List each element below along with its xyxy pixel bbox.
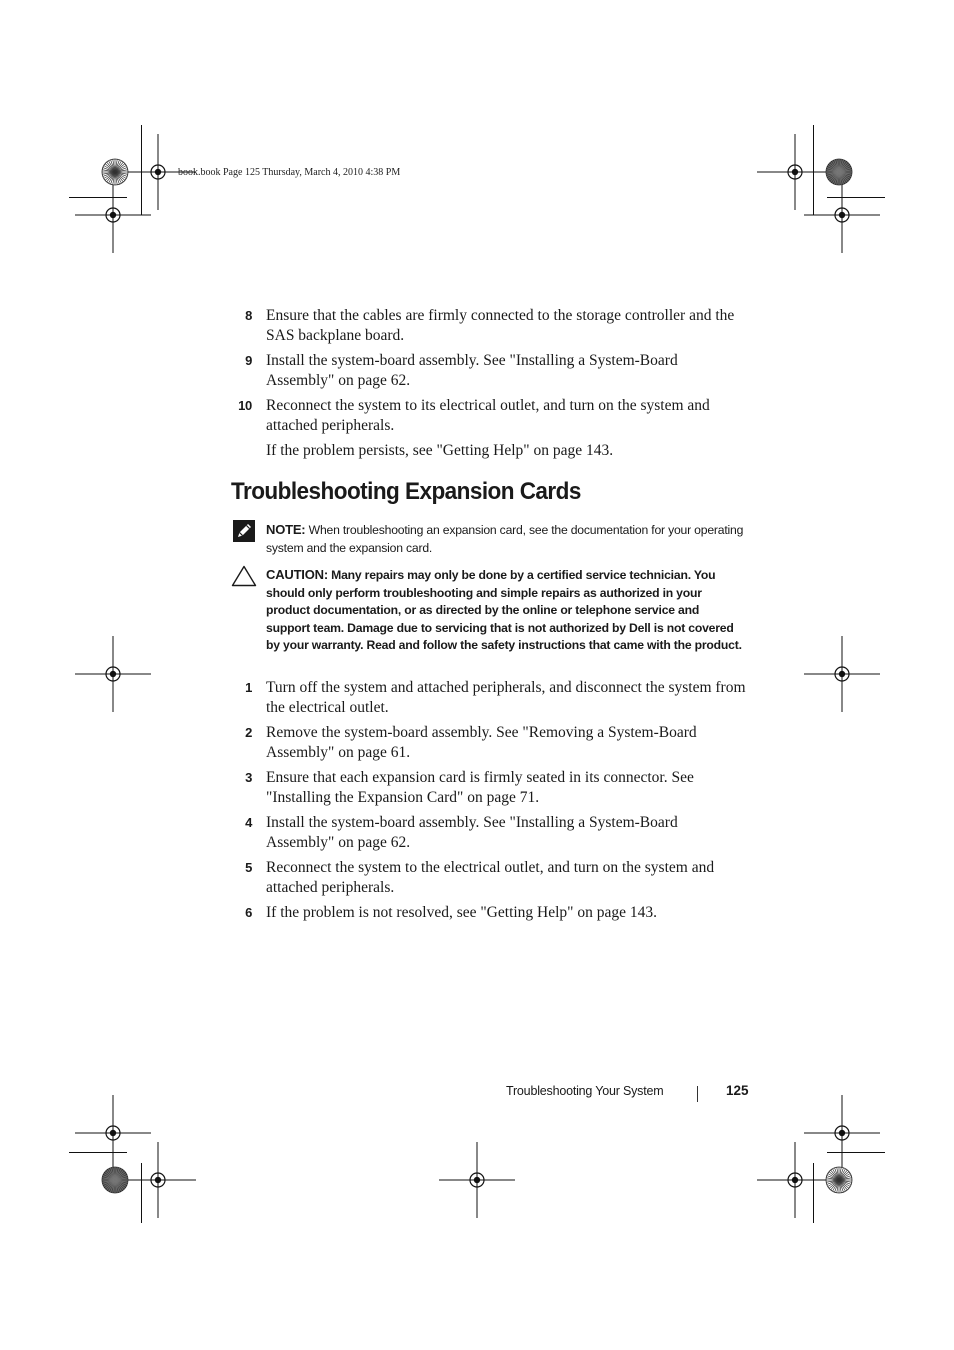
step-text: If the problem is not resolved, see "Getting Help" on page 143. <box>266 904 658 921</box>
step-number: 4 <box>245 815 252 830</box>
starburst-icon <box>101 158 129 186</box>
step-text: Reconnect the system to the electrical outlet, and turn on the system and attached peripherals. <box>266 859 715 896</box>
section-title: Troubleshooting Expansion Cards <box>231 478 581 505</box>
step-text: Install the system-board assembly. See "Installing a System-Board Assembly" on page 62. <box>266 352 678 389</box>
step-number: 8 <box>245 308 252 323</box>
step-text: Install the system-board assembly. See "Installing a System-Board Assembly" on page 62. <box>266 814 678 851</box>
starburst-icon <box>101 1166 129 1194</box>
starburst-icon <box>825 158 853 186</box>
crosshair-icon <box>75 177 151 253</box>
caution-text: Many repairs may only be done by a certified service technician. You should only perform troubleshooting and simple repairs as authorized in your product documentation, or as directed by the online or telephone service and support team. Damage due to servicing that is not authorized by Dell is not covered by your warranty. Read and follow the safety instructions that came with the product. <box>266 568 742 653</box>
step-number: 9 <box>245 353 252 368</box>
footer-divider <box>697 1086 698 1102</box>
note-text: When troubleshooting an expansion card, see the documentation for your operating system and the expansion card. <box>266 523 744 555</box>
step-text: Ensure that the cables are firmly connected to the storage controller and the SAS backplane board. <box>266 307 735 344</box>
persist-note: If the problem persists, see "Getting Help" on page 143. <box>266 442 614 459</box>
starburst-icon <box>825 1166 853 1194</box>
printer-info: book.book Page 125 Thursday, March 4, 2010 4:38 PM <box>178 167 401 178</box>
crosshair-icon <box>75 636 151 712</box>
step-number: 10 <box>238 398 252 413</box>
caution-callout <box>266 566 746 655</box>
caution-triangle-icon <box>231 565 257 592</box>
crosshair-icon <box>804 636 880 712</box>
page-number: 125 <box>726 1083 749 1098</box>
crosshair-icon <box>804 177 880 253</box>
note-label: NOTE: <box>266 522 306 537</box>
note-callout <box>266 521 746 557</box>
step-text: Remove the system-board assembly. See "Removing a System-Board Assembly" on page 61. <box>266 724 697 761</box>
step-number: 3 <box>245 770 252 785</box>
step-text: Ensure that each expansion card is firmly seated in its connector. See "Installing the Expansion Card" on page 71. <box>266 769 694 806</box>
caution-label: CAUTION: <box>266 567 328 582</box>
step-text: Reconnect the system to its electrical outlet, and turn on the system and attached peripherals. <box>266 397 710 434</box>
crosshair-icon <box>120 1142 196 1218</box>
step-number: 6 <box>245 905 252 920</box>
pencil-note-icon <box>233 520 255 547</box>
crosshair-icon <box>757 1142 833 1218</box>
crosshair-icon <box>439 1142 515 1218</box>
step-text: Turn off the system and attached peripherals, and disconnect the system from the electrical outlet. <box>266 679 746 716</box>
step-number: 2 <box>245 725 252 740</box>
footer-section-title: Troubleshooting Your System <box>506 1084 664 1098</box>
step-number: 5 <box>245 860 252 875</box>
step-number: 1 <box>245 680 252 695</box>
